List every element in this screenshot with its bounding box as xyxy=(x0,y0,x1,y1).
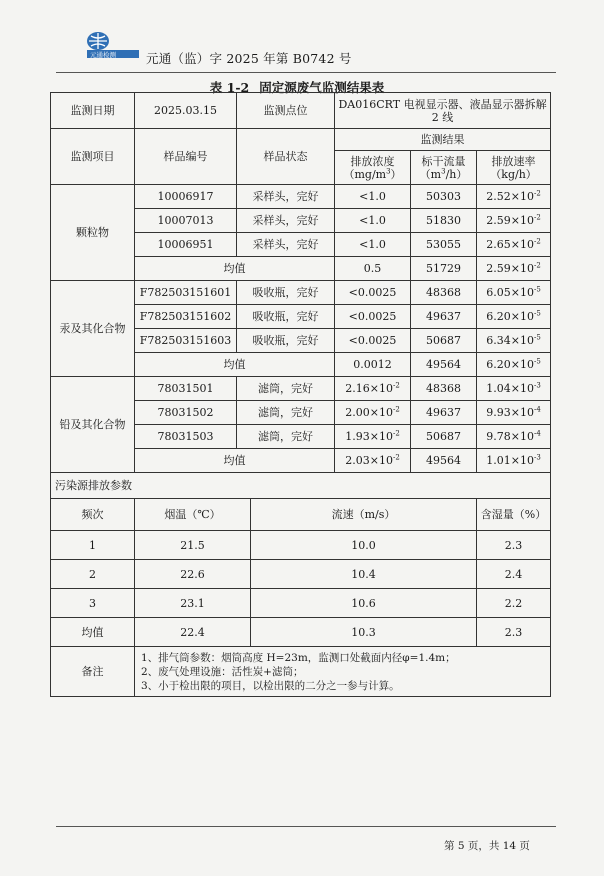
sample-state: 吸收瓶，完好 xyxy=(237,329,335,353)
value-exponent: -4 xyxy=(533,429,541,438)
params-row xyxy=(51,589,551,618)
sample-state: 滤筒，完好 xyxy=(237,401,335,425)
flow-value: 50687 xyxy=(411,329,477,353)
sample-no: 78031502 xyxy=(135,401,237,425)
param-freq: 2 xyxy=(51,560,135,589)
sample-state: 采样头，完好 xyxy=(237,233,335,257)
remark-line: 2、废气处理设施：活性炭+滤筒； xyxy=(141,665,304,678)
value-exponent: -2 xyxy=(533,189,541,198)
params-row xyxy=(51,618,551,647)
param-temp: 21.5 xyxy=(135,531,251,560)
rate-value xyxy=(477,209,551,233)
param-freq: 3 xyxy=(51,589,135,618)
monitoring-results-table xyxy=(50,92,551,697)
flow-unit xyxy=(413,168,474,181)
value-base: 6.20×10 xyxy=(486,358,534,371)
value-exponent: -2 xyxy=(392,381,400,390)
flow-value: 48368 xyxy=(411,281,477,305)
flow-value: 49637 xyxy=(411,305,477,329)
remarks-content xyxy=(135,647,551,697)
param-col-velocity: 流速（m/s） xyxy=(251,499,477,531)
value-exponent: -3 xyxy=(533,453,541,462)
text: ） xyxy=(390,167,402,181)
sample-state: 滤筒，完好 xyxy=(237,425,335,449)
text: 3 xyxy=(386,166,391,175)
value-base: 2.59×10 xyxy=(486,214,534,227)
rate-value xyxy=(477,401,551,425)
value-base: 6.34×10 xyxy=(486,334,534,347)
flow-value: 49637 xyxy=(411,401,477,425)
col-rate xyxy=(477,151,551,185)
point-value: DA016CRT 电视显示器、液晶显示器拆解 2 线 xyxy=(335,93,551,129)
date-label: 监测日期 xyxy=(51,93,135,129)
text: （m xyxy=(419,167,442,181)
value-base: 2.00×10 xyxy=(345,406,393,419)
sample-no: 10006917 xyxy=(135,185,237,209)
param-freq: 均值 xyxy=(51,618,135,647)
param-temp: 22.6 xyxy=(135,560,251,589)
value-base: 9.93×10 xyxy=(486,406,534,419)
value-exponent: -2 xyxy=(392,453,400,462)
flow-value: 53055 xyxy=(411,233,477,257)
params-title: 污染源排放参数 xyxy=(51,473,551,499)
sample-state: 吸收瓶，完好 xyxy=(237,281,335,305)
param-moisture: 2.3 xyxy=(477,618,551,647)
params-title-row xyxy=(51,473,551,499)
rate-value xyxy=(477,425,551,449)
params-row xyxy=(51,531,551,560)
col-item: 监测项目 xyxy=(51,129,135,185)
conc-value xyxy=(335,425,411,449)
param-velocity: 10.6 xyxy=(251,589,477,618)
param-col-temp: 烟温（℃） xyxy=(135,499,251,531)
sample-state: 滤筒，完好 xyxy=(237,377,335,401)
param-col-freq: 频次 xyxy=(51,499,135,531)
conc-value xyxy=(335,377,411,401)
rate-value xyxy=(477,377,551,401)
rate-value xyxy=(477,329,551,353)
page-number: 第 5 页，共 14 页 xyxy=(444,840,530,852)
data-row xyxy=(51,185,551,209)
col-sample-no: 样品编号 xyxy=(135,129,237,185)
avg-flow: 49564 xyxy=(411,449,477,473)
sample-no: 10006951 xyxy=(135,233,237,257)
flow-value: 51830 xyxy=(411,209,477,233)
conc-label: 排放浓度 xyxy=(350,154,395,168)
value-base: 2.03×10 xyxy=(345,454,393,467)
conc-value: <1.0 xyxy=(335,209,411,233)
avg-flow: 51729 xyxy=(411,257,477,281)
remark-line: 3、小于检出限的项目，以检出限的二分之一参与计算。 xyxy=(141,679,400,692)
value-base: 2.65×10 xyxy=(486,238,534,251)
col-result: 监测结果 xyxy=(335,129,551,151)
rate-value xyxy=(477,185,551,209)
company-logo xyxy=(84,30,146,60)
rate-unit: （kg/h） xyxy=(490,167,537,181)
text: （mg/m xyxy=(343,167,387,181)
data-row xyxy=(51,377,551,401)
point-label: 监测点位 xyxy=(237,93,335,129)
remark-line: 1、排气筒参数：烟筒高度 H=23m，监测口处截面内径φ=1.4m； xyxy=(141,651,456,664)
sample-no: F782503151601 xyxy=(135,281,237,305)
params-row xyxy=(51,560,551,589)
value-exponent: -5 xyxy=(533,357,541,366)
value-base: 6.05×10 xyxy=(486,286,534,299)
sample-state: 采样头，完好 xyxy=(237,209,335,233)
conc-value: <1.0 xyxy=(335,233,411,257)
flow-label: 标干流量 xyxy=(421,154,466,168)
date-value: 2025.03.15 xyxy=(135,93,237,129)
flow-value: 48368 xyxy=(411,377,477,401)
logo-text: 元通检测 xyxy=(90,51,116,59)
param-freq: 1 xyxy=(51,531,135,560)
rate-value xyxy=(477,281,551,305)
param-moisture: 2.2 xyxy=(477,589,551,618)
table-name: 固定源废气监测结果表 xyxy=(259,80,385,95)
average-label: 均值 xyxy=(135,449,335,473)
conc-value: <1.0 xyxy=(335,185,411,209)
value-base: 2.16×10 xyxy=(345,382,393,395)
footer-divider xyxy=(56,826,556,827)
value-base: 2.52×10 xyxy=(486,190,534,203)
value-base: 1.01×10 xyxy=(486,454,534,467)
rate-value xyxy=(477,305,551,329)
sample-state: 吸收瓶，完好 xyxy=(237,305,335,329)
param-velocity: 10.4 xyxy=(251,560,477,589)
conc-value: <0.0025 xyxy=(335,281,411,305)
param-temp: 23.1 xyxy=(135,589,251,618)
avg-rate xyxy=(477,353,551,377)
avg-rate xyxy=(477,257,551,281)
avg-flow: 49564 xyxy=(411,353,477,377)
value-exponent: -2 xyxy=(392,405,400,414)
rate-label: 排放速率 xyxy=(491,154,536,168)
value-exponent: -2 xyxy=(533,213,541,222)
value-exponent: -2 xyxy=(533,237,541,246)
group-name: 颗粒物 xyxy=(51,185,135,281)
average-label: 均值 xyxy=(135,257,335,281)
data-row xyxy=(51,281,551,305)
value-exponent: -2 xyxy=(533,261,541,270)
avg-conc xyxy=(335,449,411,473)
value-exponent: -4 xyxy=(533,405,541,414)
sample-no: F782503151603 xyxy=(135,329,237,353)
average-label: 均值 xyxy=(135,353,335,377)
report-number: 元通（监）字 2025 年第 B0742 号 xyxy=(146,51,352,66)
value-base: 1.04×10 xyxy=(486,382,534,395)
avg-rate xyxy=(477,449,551,473)
conc-unit xyxy=(337,168,408,181)
col-sample-state: 样品状态 xyxy=(237,129,335,185)
value-exponent: -2 xyxy=(392,429,400,438)
remarks-label: 备注 xyxy=(51,647,135,697)
text: /h） xyxy=(445,167,468,181)
sample-no: 10007013 xyxy=(135,209,237,233)
value-exponent: -5 xyxy=(533,309,541,318)
group-name: 汞及其化合物 xyxy=(51,281,135,377)
flow-value: 50303 xyxy=(411,185,477,209)
value-exponent: -3 xyxy=(533,381,541,390)
conc-value: <0.0025 xyxy=(335,329,411,353)
value-base: 9.78×10 xyxy=(486,430,534,443)
value-base: 2.59×10 xyxy=(486,262,534,275)
sample-state: 采样头，完好 xyxy=(237,185,335,209)
param-col-moisture: 含湿量（%） xyxy=(477,499,551,531)
flow-value: 50687 xyxy=(411,425,477,449)
conc-value xyxy=(335,401,411,425)
col-conc xyxy=(335,151,411,185)
header-divider xyxy=(56,72,556,73)
param-temp: 22.4 xyxy=(135,618,251,647)
params-header-row xyxy=(51,499,551,531)
remarks-row xyxy=(51,647,551,697)
info-row xyxy=(51,93,551,129)
sample-no: 78031503 xyxy=(135,425,237,449)
param-moisture: 2.3 xyxy=(477,531,551,560)
avg-conc: 0.5 xyxy=(335,257,411,281)
value-base: 1.93×10 xyxy=(345,430,393,443)
param-velocity: 10.0 xyxy=(251,531,477,560)
text: 3 xyxy=(441,166,446,175)
group-name: 铅及其化合物 xyxy=(51,377,135,473)
value-exponent: -5 xyxy=(533,333,541,342)
sample-no: 78031501 xyxy=(135,377,237,401)
rate-value xyxy=(477,233,551,257)
header-row xyxy=(51,129,551,151)
conc-value: <0.0025 xyxy=(335,305,411,329)
sample-no: F782503151602 xyxy=(135,305,237,329)
param-moisture: 2.4 xyxy=(477,560,551,589)
value-base: 6.20×10 xyxy=(486,310,534,323)
avg-conc: 0.0012 xyxy=(335,353,411,377)
value-exponent: -5 xyxy=(533,285,541,294)
param-velocity: 10.3 xyxy=(251,618,477,647)
table-number: 表 1-2 xyxy=(209,80,250,95)
col-flow xyxy=(411,151,477,185)
